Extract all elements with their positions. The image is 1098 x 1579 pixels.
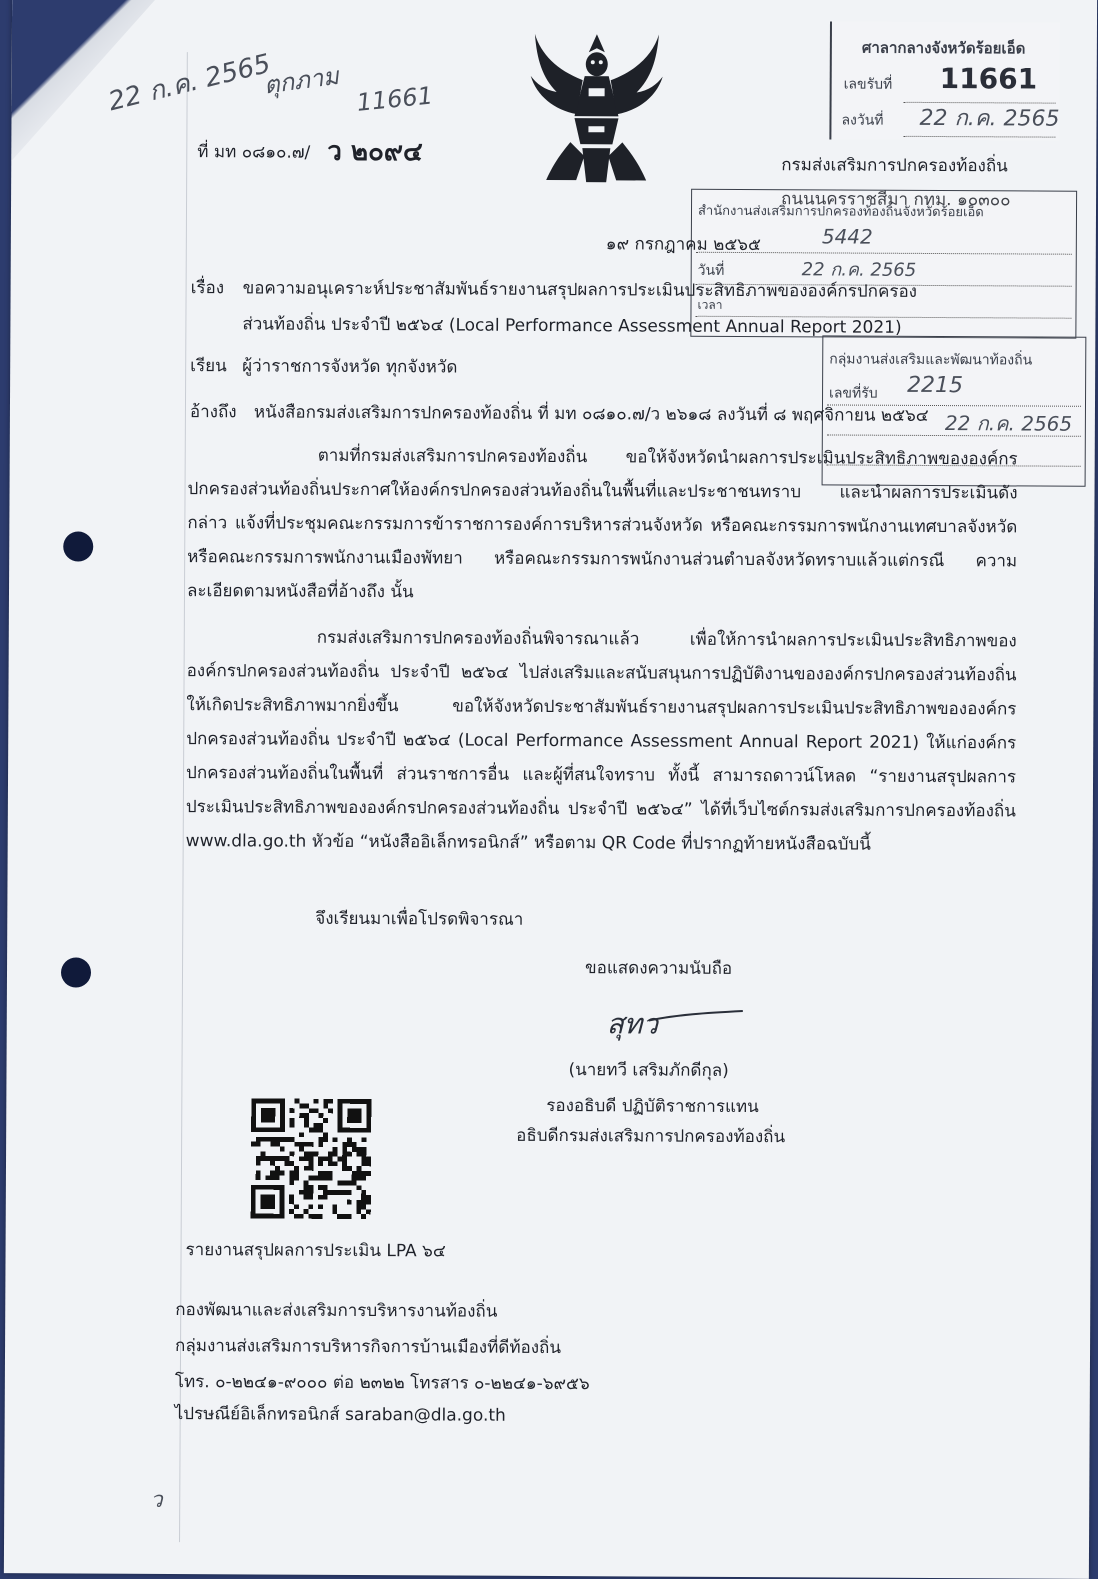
office-stamp-reg-value: 5442: [821, 224, 873, 249]
signer-name: (นายทวี เสริมภักดีกุล): [568, 1060, 729, 1081]
garuda-emblem: [526, 30, 667, 189]
registry-stamp: [829, 21, 1060, 140]
to-value: ผู้ว่าราชการจังหวัด ทุกจังหวัด: [242, 356, 458, 378]
doc-number-prefix: ที่ มท ๐๘๑๐.๗/: [197, 142, 311, 163]
footer-email: ไปรษณีย์อิเล็กทรอนิกส์ saraban@dla.go.th: [174, 1404, 506, 1426]
reference-label: อ้างถึง: [189, 402, 237, 423]
qr-code: [251, 1098, 372, 1219]
group-stamp-reg-label: เลขที่รับ: [829, 385, 878, 402]
office-stamp-date-value: 22 ก.ค. 2565: [801, 259, 917, 281]
subject-line1: ขอความอนุเคราะห์ประชาสัมพันธ์รายงานสรุปผลการประเมินประสิทธิภาพขององค์กรปกครอง: [242, 278, 918, 302]
punch-hole-top: [63, 531, 93, 561]
signer-position-1: รองอธิบดี ปฏิบัติราชการแทน: [546, 1095, 759, 1118]
group-stamp-reg-value: 2215: [907, 372, 964, 399]
closing-line: จึงเรียนมาเพื่อโปรดพิจารณา: [315, 908, 524, 930]
signature-stroke: [647, 1007, 747, 1028]
office-stamp-title: สำนักงานส่งเสริมการปกครองท้องถิ่นจังหวัดร้อยเอ็ด: [697, 203, 984, 221]
letter-page: [4, 0, 1097, 1579]
doc-number-suffix: ว ๒๐๙๔: [327, 136, 423, 168]
office-stamp-time-label: เวลา: [697, 297, 723, 312]
subject-label: เรื่อง: [190, 278, 225, 299]
group-stamp-date-value: 22 ก.ค. 2565: [944, 411, 1073, 436]
registry-stamp-title: ศาลากลางจังหวัดร้อยเอ็ด: [861, 38, 1026, 58]
registry-stamp-reg-value: 11661: [939, 62, 1038, 96]
registry-stamp-date-value: 22 ก.ค. 2565: [919, 105, 1060, 132]
footer-group: กลุ่มงานส่งเสริมการบริหารกิจการบ้านเมืองที่ดีท้องถิ่น: [175, 1336, 562, 1359]
qr-caption: รายงานสรุปผลการประเมิน LPA ๖๔: [185, 1240, 446, 1262]
body-paragraph-2: กรมส่งเสริมการปกครองท้องถิ่นพิจารณาแล้ว เพื่อให้การนำผลการประเมินประสิทธิภาพขององค์กรปกครองส่วนท้องถิ่น ประจำปี ๒๕๖๔ ไปส่งเสริมและสนับสนุนการปฏิบัติงานขององค์กรปกครองส่วนท้องถิ่นให้เกิดประสิทธิภาพมากยิ่งขึ้น ขอให้จังหวัดประชาสัมพันธ์รายงานสรุปผลการประเมินประสิทธิภาพขององค์กรปกครองส่วนท้องถิ่น ประจำปี ๒๕๖๔ (Local Performance Assessment Annual Report 2021) ให้แก่องค์กรปกครองส่วนท้องถิ่นในพื้นที่ ส่วนราชการอื่น และผู้ที่สนใจทราบ ทั้งนี้ สามารถดาวน์โหลด “รายงานสรุปผลการประเมินประสิทธิภาพขององค์กรปกครองส่วนท้องถิ่น ประจำปี ๒๕๖๔” ได้ที่เว็บไซต์กรมส่งเสริมการปกครองท้องถิ่น www.dla.go.th หัวข้อ “หนังสืออิเล็กทรอนิกส์” หรือตาม QR Code ที่ปรากฏท้ายหนังสือฉบับนี้: [185, 627, 1017, 855]
signature-scrawl: สุทว: [606, 1007, 659, 1041]
handwritten-scribble: ตุกภาม: [262, 61, 341, 100]
regards: ขอแสดงความนับถือ: [584, 958, 733, 979]
office-stamp-date-label: วันที่: [697, 262, 725, 279]
group-stamp-title: กลุ่มงานส่งเสริมและพัฒนาท้องถิ่น: [829, 351, 1033, 369]
reference-value: หนังสือกรมส่งเสริมการปกครองท้องถิ่น ที่ มท ๐๘๑๐.๗/ว ๒๖๑๘ ลงวันที่ ๘ พฤศจิกายน ๒๕๖๔: [253, 402, 929, 426]
signer-position-2: อธิบดีกรมส่งเสริมการปกครองท้องถิ่น: [516, 1125, 786, 1148]
doc-date: ๑๙ กรกฎาคม ๒๕๖๕: [605, 234, 761, 256]
issuer-address: ถนนนครราชสีมา กทม. ๑๐๓๐๐: [781, 189, 1011, 211]
subject-line2: ส่วนท้องถิ่น ประจำปี ๒๕๖๔ (Local Performance Assessment Annual Report 2021): [242, 314, 902, 338]
to-label: เรียน: [190, 356, 227, 377]
registry-stamp-reg-label: เลขรับที่: [843, 76, 893, 93]
footer-division: กองพัฒนาและส่งเสริมการบริหารงานท้องถิ่น: [175, 1300, 498, 1322]
punch-hole-bottom: [61, 957, 91, 987]
registry-stamp-date-label: ลงวันที่: [841, 112, 884, 129]
body-paragraph-1: ตามที่กรมส่งเสริมการปกครองท้องถิ่น ขอให้จังหวัดนำผลการประเมินประสิทธิภาพขององค์กรปกครองส่วนท้องถิ่นประกาศให้องค์กรปกครองส่วนท้องถิ่นในพื้นที่และประชาชนทราบ และนำผลการประเมินดังกล่าว แจ้งที่ประชุมคณะกรรมการข้าราชการองค์การบริหารส่วนจังหวัด หรือคณะกรรมการพนักงานเทศบาลจังหวัด หรือคณะกรรมการพนักงานเมืองพัทยา หรือคณะกรรมการพนักงานส่วนตำบลจังหวัดทราบแล้วแต่กรณี ความละเอียดตามหนังสือที่อ้างถึง นั้น: [186, 445, 1018, 603]
handwritten-number: 11661: [355, 81, 435, 117]
handwritten-initial: ว: [150, 1487, 163, 1513]
issuer-name: กรมส่งเสริมการปกครองท้องถิ่น: [781, 155, 1008, 177]
handwritten-date: 22 ก.ค. 2565: [105, 48, 274, 118]
footer-phone: โทร. ๐-๒๒๔๑-๙๐๐๐ ต่อ ๒๓๒๒ โทรสาร ๐-๒๒๔๑-๖๙๕๖: [174, 1372, 590, 1395]
